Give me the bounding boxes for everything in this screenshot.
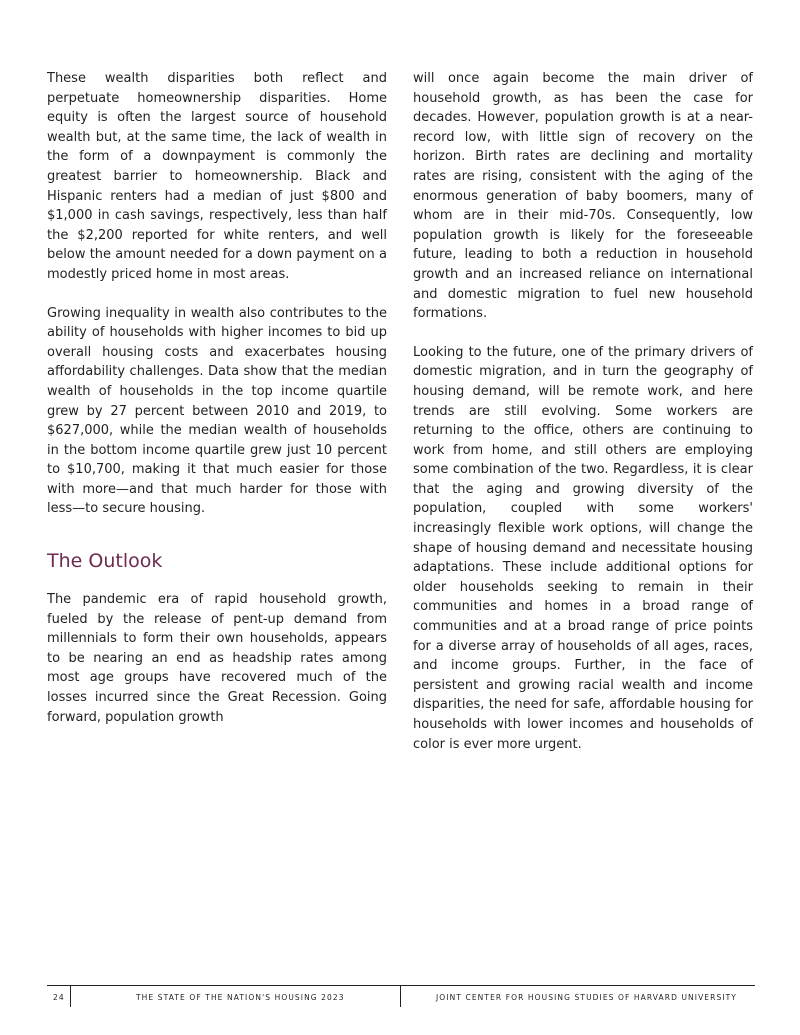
body-paragraph: Looking to the future, one of the primary drivers of domestic migration, and in turn the geography of housing demand, will be remote work, and here trends are still evolving. Some workers are returning to the office, others are continuing to work from home, and still others are employing some combination of the two. Regardless, it is clear that the aging and growing diversity of the population, coupled with some workers' increasingly flexible work options, will change the shape of housing demand and necessitate housing adaptations. These include additional options for older households seeking to remain in their communities and homes in a broad range of communities and at a broad range of price points for a diverse array of households of all ages, races, and income groups. Further, in the face of persistent and growing racial wealth and income disparities, the need for safe, affordable housing for households with lower incomes and households of color is ever more urgent. [413, 344, 753, 752]
footer-divider [400, 985, 401, 1007]
body-paragraph: Growing inequality in wealth also contributes to the ability of households with higher incomes to bid up overall housing costs and exacerbates housing affordability challenges. Data show that the median wealth of households in the top income quartile grew by 27 percent between 2010 and 2019, to $627,000, while the median wealth of households in the bottom income quartile grew just 10 percent to $10,700, making it that much easier for those with more—and that much harder for those with less—to secure housing. [47, 305, 387, 517]
right-column [413, 69, 753, 773]
footer-rule [47, 985, 755, 986]
left-column [47, 69, 387, 746]
organization-name: JOINT CENTER FOR HOUSING STUDIES OF HARVARD UNIVERSITY [436, 993, 737, 1002]
page-number: 24 [53, 993, 65, 1002]
body-paragraph: These wealth disparities both reflect and perpetuate homeownership disparities. Home equity is often the largest source of household wealth but, at the same time, the lack of wealth in the form of a downpayment is commonly the greatest barrier to homeownership. Black and Hispanic renters had a median of just $800 and $1,000 in cash savings, respectively, less than half the $2,200 reported for white renters, and well below the amount needed for a down payment on a modestly priced home in most areas. [47, 71, 387, 282]
body-paragraph: The pandemic era of rapid household growth, fueled by the release of pent-up demand from millennials to form their own households, appears to be nearing an end as headship rates among most age groups have recovered much of the losses incurred since the Great Recession. Going forward, population growth [47, 592, 387, 725]
body-paragraph: will once again become the main driver of household growth, as has been the case for decades. However, population growth is at a near-record low, with little sign of recovery on the horizon. Birth rates are declining and mortality rates are rising, consistent with the aging of the enormous generation of baby boomers, many of whom are in their mid-70s. Consequently, low population growth is likely for the foreseeable future, leading to both a reduction in household growth and an increased reliance on international and domestic migration to fuel new household formations. [413, 71, 753, 322]
publication-title: THE STATE OF THE NATION'S HOUSING 2023 [136, 993, 345, 1002]
section-heading: The Outlook [47, 550, 163, 573]
footer-divider [70, 985, 71, 1007]
